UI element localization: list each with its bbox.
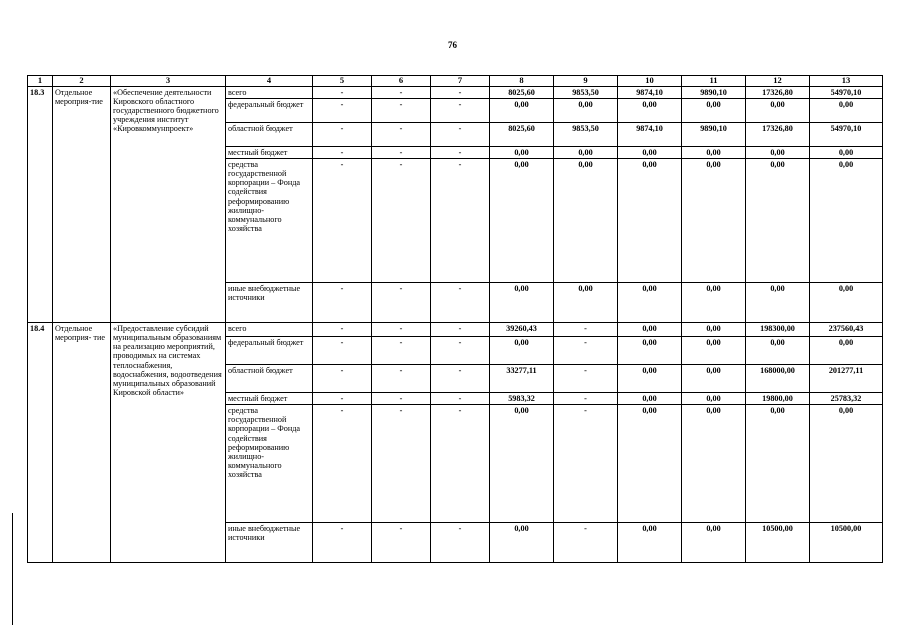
value-cell: 0,00 (682, 98, 746, 122)
header-cell: 11 (682, 76, 746, 87)
value-cell: - (372, 364, 431, 392)
value-cell: 0,00 (682, 405, 746, 523)
value-cell: 9853,50 (554, 122, 618, 146)
value-cell: - (372, 322, 431, 336)
budget-table (27, 75, 883, 563)
table-row (28, 322, 883, 336)
value-cell: 0,00 (746, 146, 810, 158)
value-cell: - (372, 405, 431, 523)
value-cell: 0,00 (810, 405, 883, 523)
value-cell: - (431, 392, 490, 404)
value-cell: 0,00 (490, 98, 554, 122)
value-cell: 9874,10 (618, 122, 682, 146)
value-cell: 39260,43 (490, 322, 554, 336)
value-cell: 0,00 (682, 158, 746, 282)
value-cell: 0,00 (490, 405, 554, 523)
value-cell: - (554, 336, 618, 364)
value-cell: 54970,10 (810, 86, 883, 98)
value-cell: 9874,10 (618, 86, 682, 98)
header-row (28, 76, 883, 87)
value-cell: 9890,10 (682, 86, 746, 98)
funding-source: федеральный бюджет (226, 98, 313, 122)
value-cell: 0,00 (490, 282, 554, 322)
value-cell: 0,00 (618, 146, 682, 158)
value-cell: - (431, 146, 490, 158)
value-cell: - (313, 322, 372, 336)
value-cell: 17326,80 (746, 122, 810, 146)
value-cell: - (313, 336, 372, 364)
value-cell: - (372, 336, 431, 364)
value-cell: 0,00 (746, 98, 810, 122)
value-cell: - (431, 86, 490, 98)
value-cell: 0,00 (682, 282, 746, 322)
value-cell: 33277,11 (490, 364, 554, 392)
value-cell: 0,00 (618, 322, 682, 336)
funding-source: местный бюджет (226, 146, 313, 158)
header-cell: 3 (111, 76, 226, 87)
value-cell: 168000,00 (746, 364, 810, 392)
value-cell: 0,00 (490, 146, 554, 158)
value-cell: - (372, 158, 431, 282)
value-cell: 0,00 (618, 158, 682, 282)
value-cell: 201277,11 (810, 364, 883, 392)
value-cell: 0,00 (618, 336, 682, 364)
value-cell: 0,00 (554, 146, 618, 158)
value-cell: 0,00 (682, 392, 746, 404)
funding-source: федеральный бюджет (226, 336, 313, 364)
value-cell: - (313, 146, 372, 158)
value-cell: 0,00 (554, 98, 618, 122)
value-cell: 0,00 (810, 158, 883, 282)
value-cell: 0,00 (746, 158, 810, 282)
value-cell: 0,00 (490, 336, 554, 364)
header-cell: 8 (490, 76, 554, 87)
value-cell: 9890,10 (682, 122, 746, 146)
value-cell: 0,00 (682, 146, 746, 158)
value-cell: 0,00 (746, 282, 810, 322)
value-cell: 17326,80 (746, 86, 810, 98)
value-cell: 0,00 (618, 364, 682, 392)
value-cell: - (431, 158, 490, 282)
funding-source: иные внебюджетные источники (226, 282, 313, 322)
value-cell: - (313, 86, 372, 98)
value-cell: 25783,32 (810, 392, 883, 404)
value-cell: - (372, 122, 431, 146)
value-cell: - (554, 364, 618, 392)
funding-source: всего (226, 322, 313, 336)
value-cell: 5983,32 (490, 392, 554, 404)
item-number: 18.4 (28, 322, 53, 562)
value-cell: 0,00 (682, 336, 746, 364)
item-name: «Обеспечение деятельности Кировского областного государственного бюджетного учреждения институт «Кировкоммунпроект» (111, 86, 226, 322)
value-cell: 10500,00 (810, 523, 883, 563)
value-cell: - (431, 122, 490, 146)
funding-source: областной бюджет (226, 364, 313, 392)
value-cell: 0,00 (682, 364, 746, 392)
value-cell: - (313, 405, 372, 523)
header-cell: 10 (618, 76, 682, 87)
page-number: 76 (448, 40, 457, 50)
value-cell: - (313, 98, 372, 122)
value-cell: 0,00 (810, 98, 883, 122)
value-cell: - (372, 523, 431, 563)
item-number: 18.3 (28, 86, 53, 322)
value-cell: - (313, 392, 372, 404)
value-cell: - (431, 405, 490, 523)
value-cell: - (431, 322, 490, 336)
header-cell: 4 (226, 76, 313, 87)
funding-source: средства государственной корпорации – Фонда содействия реформированию жилищно-коммунального хозяйства (226, 158, 313, 282)
value-cell: - (313, 364, 372, 392)
funding-source: всего (226, 86, 313, 98)
header-cell: 1 (28, 76, 53, 87)
funding-source: областной бюджет (226, 122, 313, 146)
value-cell: 0,00 (810, 282, 883, 322)
value-cell: - (431, 282, 490, 322)
value-cell: 54970,10 (810, 122, 883, 146)
value-cell: - (372, 282, 431, 322)
value-cell: - (313, 282, 372, 322)
header-cell: 9 (554, 76, 618, 87)
value-cell: - (431, 523, 490, 563)
value-cell: 0,00 (618, 282, 682, 322)
value-cell: 19800,00 (746, 392, 810, 404)
value-cell: 10500,00 (746, 523, 810, 563)
value-cell: 0,00 (682, 322, 746, 336)
funding-source: иные внебюджетные источники (226, 523, 313, 563)
value-cell: - (431, 98, 490, 122)
value-cell: 0,00 (682, 523, 746, 563)
value-cell: - (554, 322, 618, 336)
value-cell: - (554, 392, 618, 404)
value-cell: 0,00 (618, 98, 682, 122)
value-cell: - (372, 98, 431, 122)
header-cell: 2 (53, 76, 111, 87)
value-cell: - (313, 122, 372, 146)
value-cell: 0,00 (618, 523, 682, 563)
value-cell: 198300,00 (746, 322, 810, 336)
value-cell: 0,00 (810, 336, 883, 364)
value-cell: - (372, 392, 431, 404)
header-cell: 7 (431, 76, 490, 87)
value-cell: 0,00 (554, 158, 618, 282)
item-type: Отдельное мероприя- тие (53, 322, 111, 562)
funding-source: средства государственной корпорации – Фонда содействия реформированию жилищно-коммунального хозяйства (226, 405, 313, 523)
value-cell: 0,00 (490, 523, 554, 563)
value-cell: 0,00 (554, 282, 618, 322)
value-cell: - (372, 146, 431, 158)
header-cell: 6 (372, 76, 431, 87)
value-cell: - (554, 405, 618, 523)
item-type: Отдельное мероприя-тие (53, 86, 111, 322)
value-cell: 0,00 (810, 146, 883, 158)
value-cell: - (372, 86, 431, 98)
value-cell: - (431, 364, 490, 392)
funding-source: местный бюджет (226, 392, 313, 404)
value-cell: 0,00 (746, 405, 810, 523)
value-cell: 8025,60 (490, 86, 554, 98)
value-cell: - (554, 523, 618, 563)
item-name: «Предоставление субсидий муниципальным образованиям на реализацию мероприятий, проводимых на системах теплоснабжения, водоснабжения, водоотведения муниципальных образований Кировской области» (111, 322, 226, 562)
value-cell: 237560,43 (810, 322, 883, 336)
value-cell: 9853,50 (554, 86, 618, 98)
value-cell: - (431, 336, 490, 364)
header-cell: 12 (746, 76, 810, 87)
value-cell: 0,00 (746, 336, 810, 364)
header-cell: 5 (313, 76, 372, 87)
value-cell: 0,00 (618, 392, 682, 404)
value-cell: 8025,60 (490, 122, 554, 146)
margin-line (12, 513, 13, 625)
value-cell: - (313, 523, 372, 563)
value-cell: - (313, 158, 372, 282)
header-cell: 13 (810, 76, 883, 87)
value-cell: 0,00 (618, 405, 682, 523)
value-cell: 0,00 (490, 158, 554, 282)
table-row (28, 86, 883, 98)
